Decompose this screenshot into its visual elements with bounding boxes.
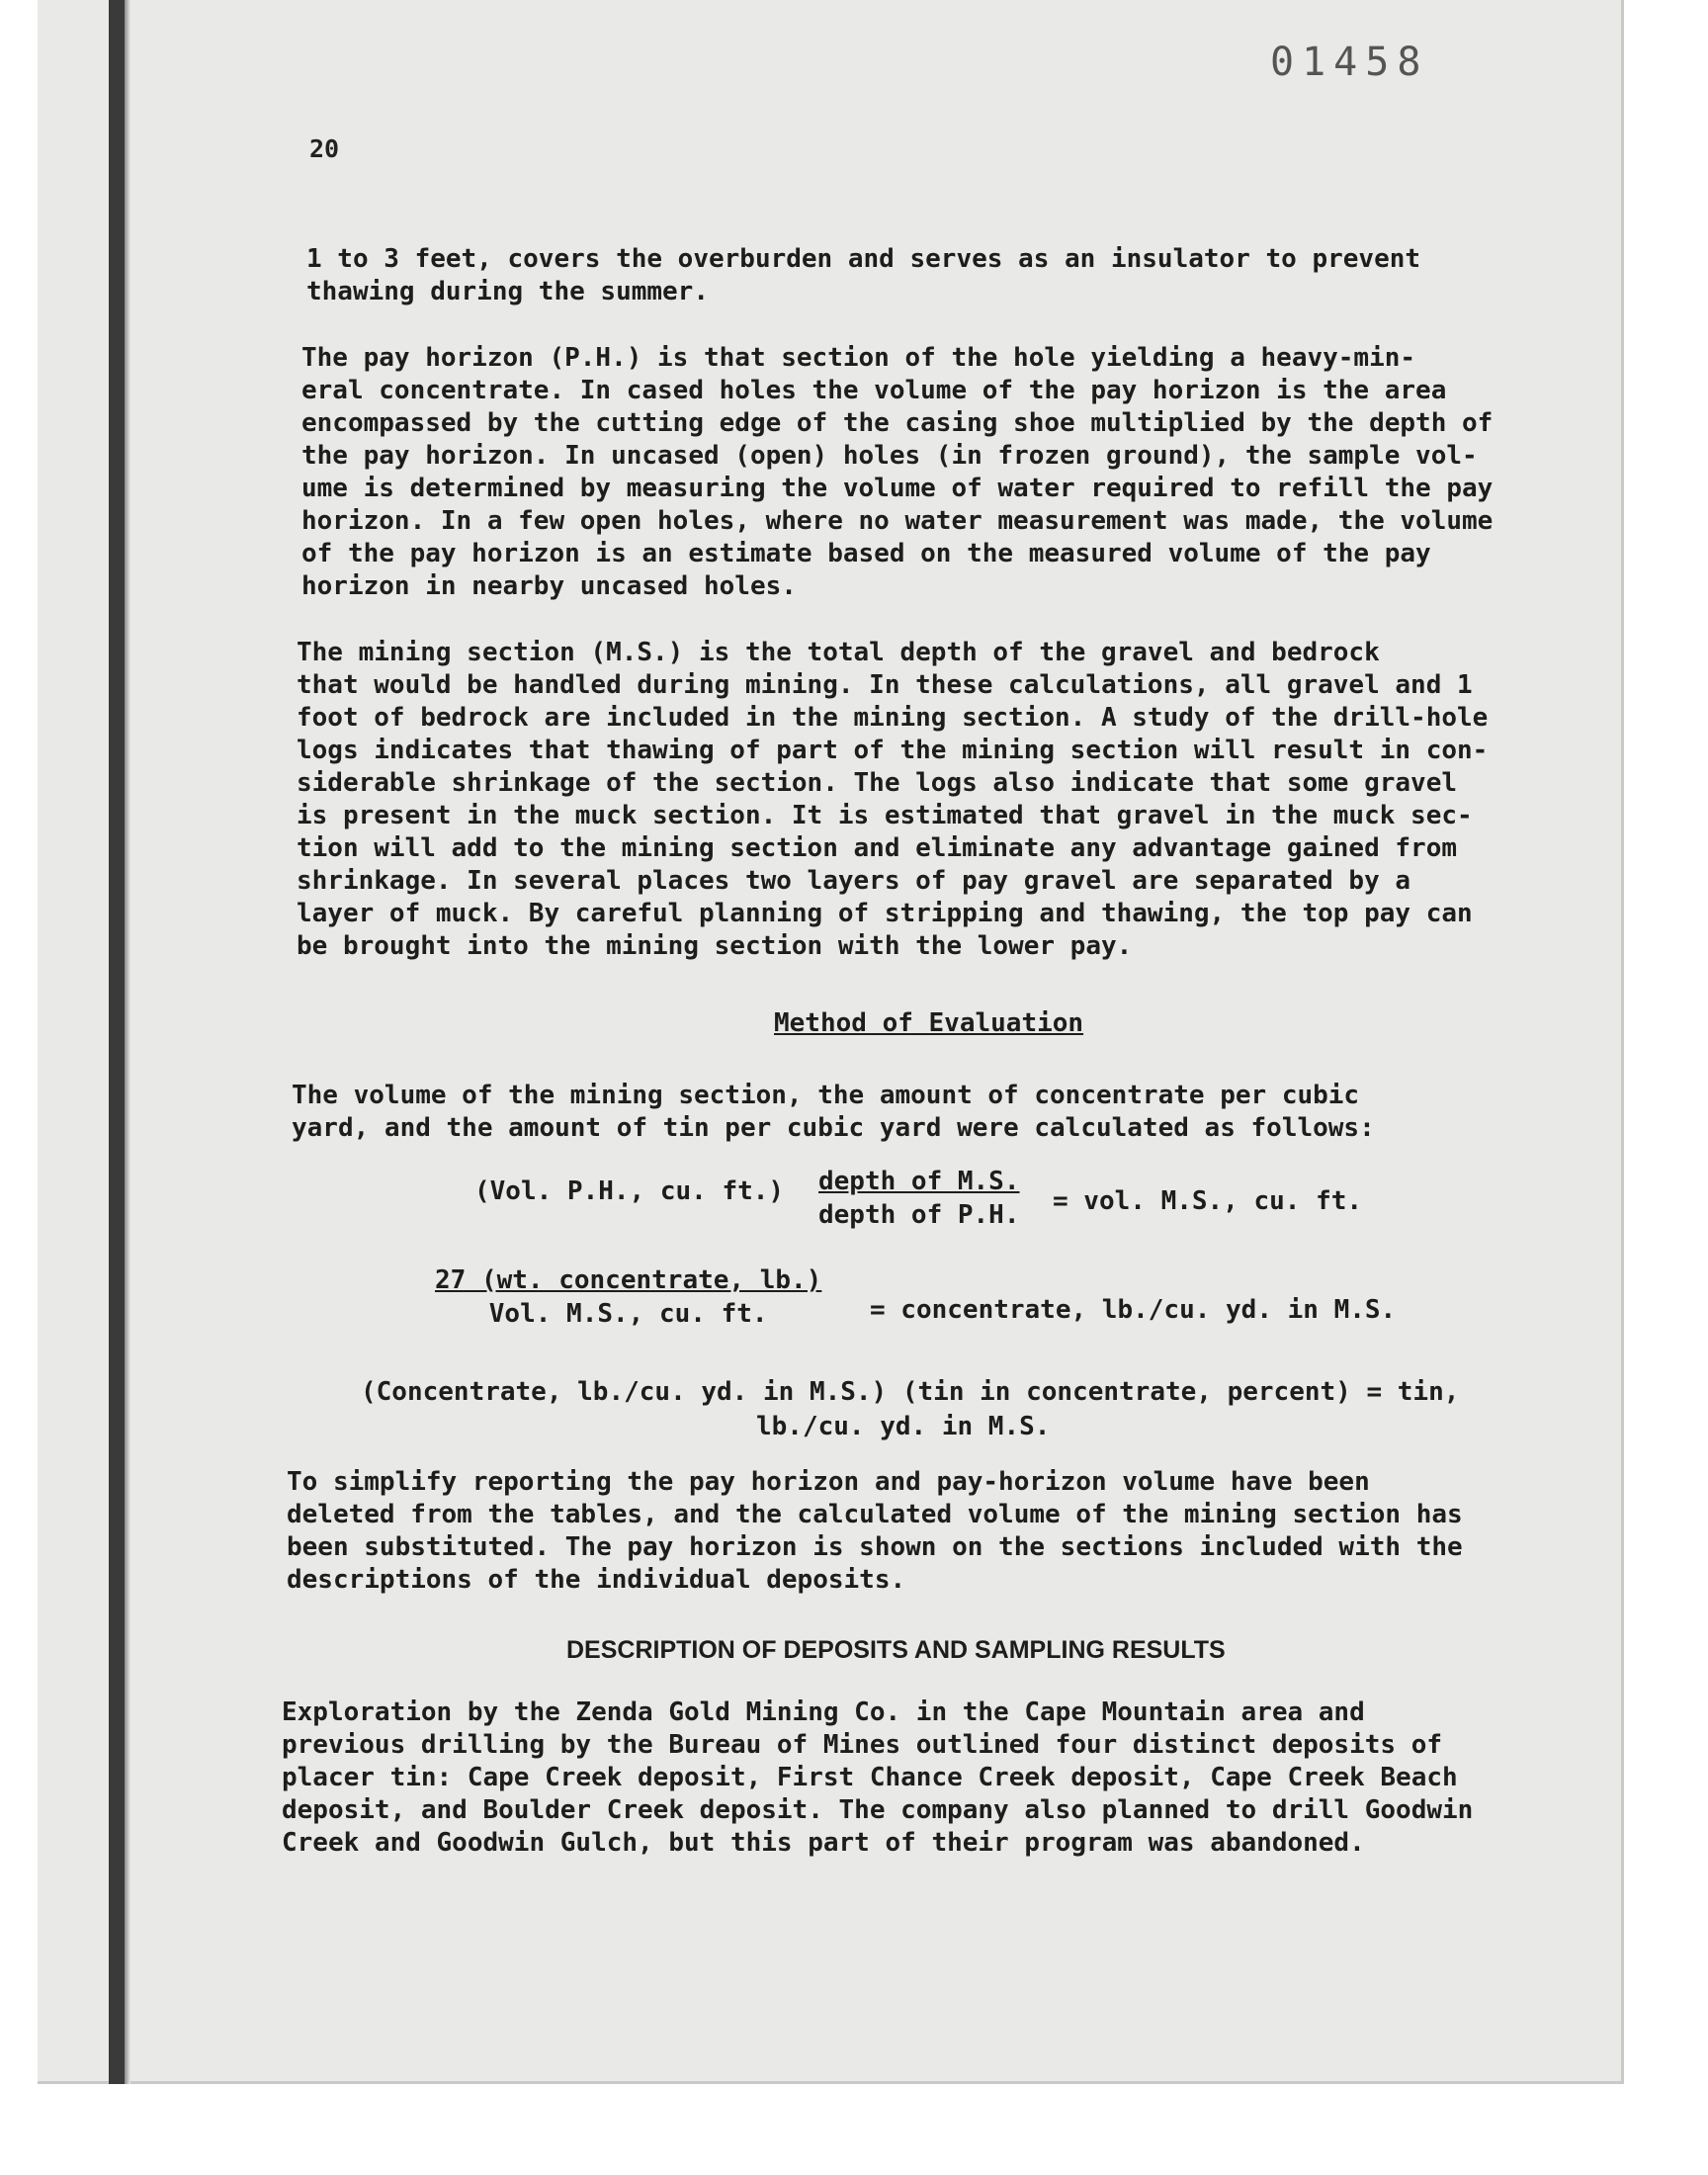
equation-1-numerator: depth of M.S. (818, 1167, 1020, 1196)
equation-1-left: (Vol. P.H., cu. ft.) (474, 1176, 785, 1206)
equation-2-right: = concentrate, lb./cu. yd. in M.S. (870, 1295, 1397, 1325)
equation-2-fraction (435, 1263, 821, 1331)
document-stamp-number: 01458 (1270, 40, 1429, 85)
binding-shadow (125, 0, 130, 2084)
equation-3-line-1: (Concentrate, lb./cu. yd. in M.S.) (tin in concentrate, percent) = tin, (361, 1377, 1460, 1407)
equation-2-denominator: Vol. M.S., cu. ft. (488, 1299, 768, 1329)
paragraph-overburden: 1 to 3 feet, covers the overburden and serves as an insulator to prevent thawing during the summer. (306, 244, 1421, 306)
paragraph-exploration: Exploration by the Zenda Gold Mining Co. in the Cape Mountain area and previous drilling by the Bureau of Mines outlined four distinct deposits of placer tin: Cape Creek deposit, First Chance Creek deposit, Cape Creek Beach deposit, and Boulder Creek deposit. The company also planned to drill Goodwin Creek and Goodwin Gulch, but this part of their program was abandoned. (282, 1697, 1474, 1858)
equation-1-fraction (818, 1165, 1020, 1232)
paragraph-pay-horizon: The pay horizon (P.H.) is that section of the hole yielding a heavy-min- eral concentrate. In cased holes the volume of the pay horizon is the area encompassed by the cutting edge of the casing shoe multiplied by the depth of the pay horizon. In uncased (open) holes (in frozen ground), the sample vol- ume is determined by measuring the volume of water required to refill the pay horizon. In a few open holes, where no water measurement was made, the volume of the pay horizon is an estimate based on the measured volume of the pay horizon in nearby uncased holes. (301, 343, 1494, 601)
equation-2-numerator: 27 (wt. concentrate, lb.) (435, 1265, 822, 1295)
paragraph-calculation-intro: The volume of the mining section, the amount of concentrate per cubic yard, and the amount of tin per cubic yard were calculated as follows: (292, 1081, 1375, 1143)
paragraph-mining-section: The mining section (M.S.) is the total depth of the gravel and bedrock that would be handled during mining. In these calculations, all gravel and 1 foot of bedrock are included in the mining section. A study of the drill-hole logs indicates that thawing of part of the mining section will result in con- siderable shrinkage of the section. The logs also indicate that some gravel is present in the muck section. It is estimated that gravel in the muck sec- tion will add to the mining section and eliminate any advantage gained from shrinkage. In several places two layers of pay gravel are separated by a layer of muck. By careful planning of stripping and thawing, the top pay can be brought into the mining section with the lower pay. (297, 638, 1489, 961)
equation-1-denominator: depth of P.H. (818, 1200, 1020, 1230)
paragraph-simplify-reporting: To simplify reporting the pay horizon and pay-horizon volume have been deleted from the tables, and the calculated volume of the mining section has been substituted. The pay horizon is shown on the sections included with the descriptions of the individual deposits. (287, 1467, 1463, 1595)
heading-description-of-deposits: DESCRIPTION OF DEPOSITS AND SAMPLING RESULTS (566, 1636, 1226, 1664)
page-number: 20 (309, 134, 340, 163)
equation-1-right: = vol. M.S., cu. ft. (1053, 1186, 1363, 1216)
binding-edge (109, 0, 125, 2084)
equation-3-line-2: lb./cu. yd. in M.S. (756, 1412, 1051, 1441)
heading-method-of-evaluation: Method of Evaluation (774, 1008, 1084, 1038)
